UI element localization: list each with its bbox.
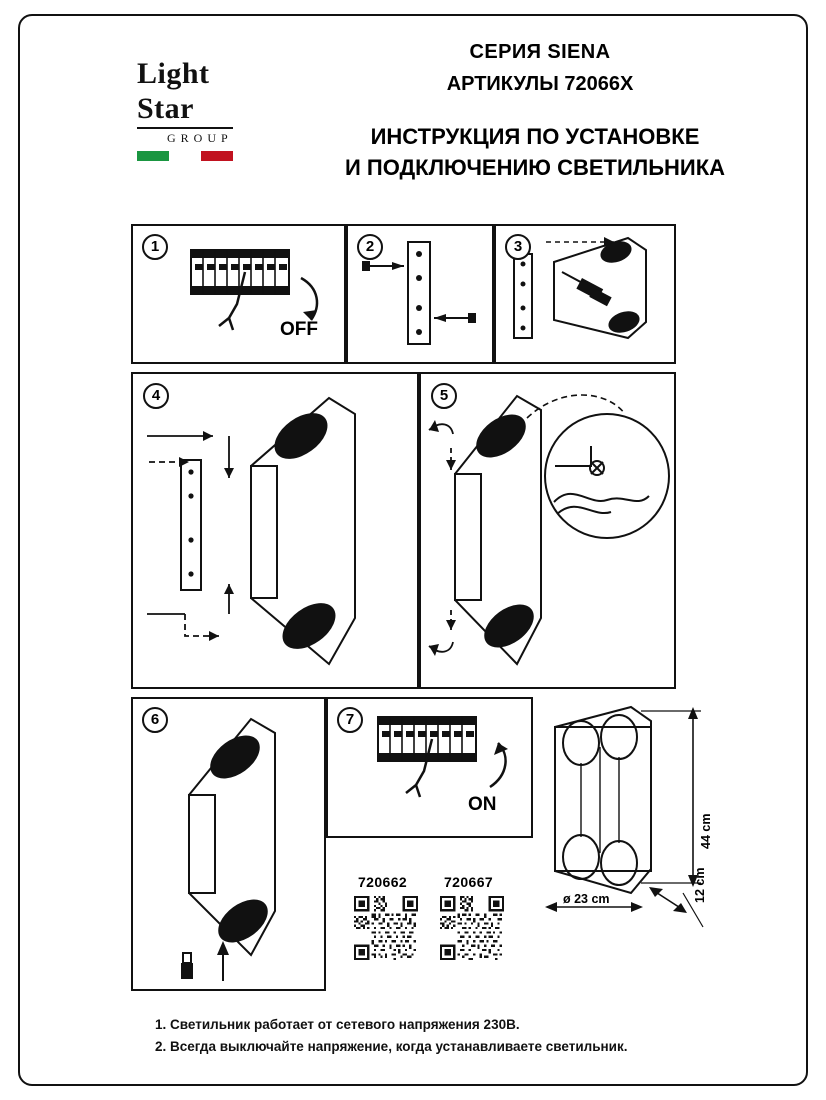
logo — [131, 43, 239, 165]
logo-line-2: Star — [137, 92, 194, 125]
instruction-title-line2: И ПОДКЛЮЧЕНИЮ СВЕТИЛЬНИКА — [344, 155, 726, 180]
dimension-width: ø 23 cm — [563, 892, 610, 906]
italy-flag-icon — [137, 151, 233, 161]
step-4-badge: 4 — [143, 383, 169, 409]
step-6-badge: 6 — [142, 707, 168, 733]
step-3-badge: 3 — [505, 234, 531, 260]
step-7-badge: 7 — [337, 707, 363, 733]
qr-code-2[interactable] — [440, 896, 504, 960]
footer-notes — [155, 1014, 755, 1058]
step-1-label: OFF — [280, 319, 318, 340]
note-2: 2. Всегда выключайте напряжение, когда устанавливаете светильник. — [155, 1039, 628, 1054]
step-6-cell — [131, 697, 326, 991]
step-1-badge: 1 — [142, 234, 168, 260]
note-1: 1. Светильник работает от сетевого напряжения 230В. — [155, 1017, 520, 1032]
qr-code-1[interactable] — [354, 896, 418, 960]
step-2-badge: 2 — [357, 234, 383, 260]
step-4-cell — [131, 372, 419, 689]
logo-line-3: GROUP — [167, 131, 233, 145]
step-4-illustration — [133, 374, 417, 687]
qr-code-label-2: 720667 — [444, 874, 494, 890]
dimension-depth: 12 cm — [693, 867, 707, 903]
step-7-label: ON — [468, 794, 497, 815]
logo-line-1: Light — [137, 57, 210, 90]
series-title: СЕРИЯ SIENA — [469, 41, 611, 63]
dimension-drawing — [533, 697, 781, 937]
step-5-illustration — [421, 374, 674, 687]
instruction-title-line1: ИНСТРУКЦИЯ ПО УСТАНОВКЕ — [370, 124, 700, 149]
step-6-illustration — [133, 699, 324, 989]
qr-code-label-1: 720662 — [358, 874, 408, 890]
article-numbers: АРТИКУЛЫ 72066X — [446, 73, 634, 95]
step-5-badge: 5 — [431, 383, 457, 409]
step-5-cell — [419, 372, 676, 689]
logo-divider — [137, 127, 233, 129]
dimension-height: 44 cm — [699, 813, 713, 849]
